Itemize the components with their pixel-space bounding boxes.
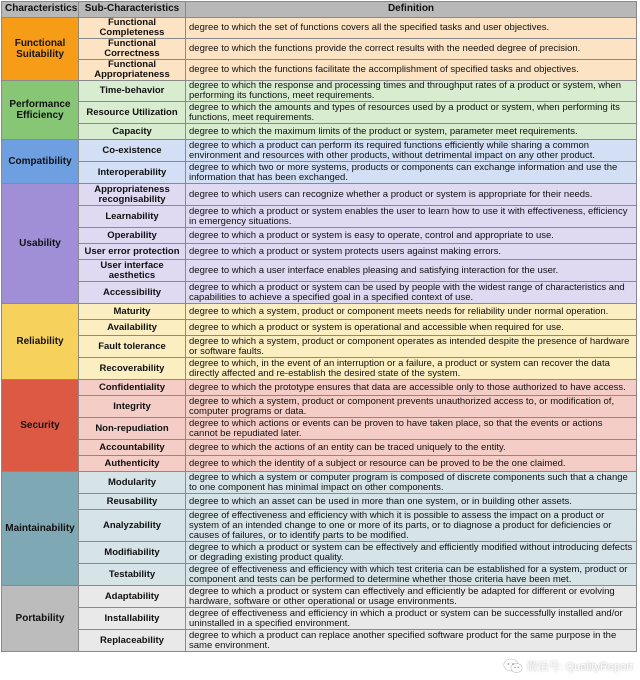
table-row — [2, 586, 637, 608]
table-row — [2, 542, 637, 564]
definition-cell: degree to which a system, product or component meets needs for reliability under normal operation. — [186, 304, 637, 320]
table-row — [2, 304, 637, 320]
characteristic-cell: Security — [2, 380, 79, 472]
table-row — [2, 510, 637, 542]
table-row — [2, 260, 637, 282]
sub-characteristic-cell: Accessibility — [79, 282, 186, 304]
sub-characteristic-cell: Fault tolerance — [79, 336, 186, 358]
table-row — [2, 336, 637, 358]
sub-characteristic-cell: Recoverability — [79, 358, 186, 380]
table-row — [2, 81, 637, 102]
definition-cell: degree to which a product or system can effectively and efficiently be adapted for different or evolving hardware, software or other operational or usage environments. — [186, 586, 637, 608]
definition-cell: degree to which a system, product or component prevents unauthorized access to, or modification of, computer programs or data. — [186, 396, 637, 418]
definition-cell: degree of effectiveness and efficiency with which it is possible to assess the impact on a product or system of an intended change to one or more of its parts, or to diagnose a product for deficiencies or causes of failures, or to identify parts to be modified. — [186, 510, 637, 542]
definition-cell: degree to which a product or system is operational and accessible when required for use. — [186, 320, 637, 336]
table-row — [2, 440, 637, 456]
definition-cell: degree to which the functions facilitate the accomplishment of specified tasks and objectives. — [186, 60, 637, 81]
table-row — [2, 244, 637, 260]
sub-characteristic-cell: Functional Correctness — [79, 39, 186, 60]
characteristic-cell: Maintainability — [2, 472, 79, 586]
header-definition: Definition — [186, 2, 637, 18]
sub-characteristic-cell: Installability — [79, 608, 186, 630]
definition-cell: degree to which a system or computer program is composed of discrete components such that a change to one component has minimal impact on other components. — [186, 472, 637, 494]
definition-cell: degree to which a product or system is easy to operate, control and appropriate to use. — [186, 228, 637, 244]
table-row — [2, 124, 637, 140]
characteristic-cell: Usability — [2, 184, 79, 304]
definition-cell: degree to which the response and processing times and throughput rates of a product or system, when performing its functions, meet requirements. — [186, 81, 637, 102]
table-row — [2, 18, 637, 39]
definition-cell: degree to which users can recognize whether a product or system is appropriate for their needs. — [186, 184, 637, 206]
sub-characteristic-cell: Adaptability — [79, 586, 186, 608]
sub-characteristic-cell: Time-behavior — [79, 81, 186, 102]
sub-characteristic-cell: Replaceability — [79, 630, 186, 652]
table-row — [2, 396, 637, 418]
table-row — [2, 608, 637, 630]
sub-characteristic-cell: Interoperability — [79, 162, 186, 184]
iso25010-quality-table-container — [1, 1, 639, 678]
sub-characteristic-cell: Confidentiality — [79, 380, 186, 396]
definition-cell: degree to which the set of functions covers all the specified tasks and user objectives. — [186, 18, 637, 39]
table-row — [2, 162, 637, 184]
definition-cell: degree to which a system, product or component operates as intended despite the presence of hardware or software faults. — [186, 336, 637, 358]
definition-cell: degree to which a product or system protects users against making errors. — [186, 244, 637, 260]
table-row — [2, 102, 637, 124]
sub-characteristic-cell: Operability — [79, 228, 186, 244]
definition-cell: degree to which the amounts and types of resources used by a product or system, when performing its functions, meet requirements. — [186, 102, 637, 124]
definition-cell: degree to which the actions of an entity can be traced uniquely to the entity. — [186, 440, 637, 456]
sub-characteristic-cell: Non-repudiation — [79, 418, 186, 440]
table-header-row — [2, 2, 637, 18]
header-characteristics: Characteristics — [2, 2, 79, 18]
table-row — [2, 494, 637, 510]
characteristic-cell: Functional Suitability — [2, 18, 79, 81]
wechat-icon — [503, 658, 523, 674]
characteristic-cell: Compatibility — [2, 140, 79, 184]
table-row — [2, 39, 637, 60]
definition-cell: degree to which a product can perform its required functions efficiently while sharing a common environment and resources with other products, without detrimental impact on any other product. — [186, 140, 637, 162]
sub-characteristic-cell: Maturity — [79, 304, 186, 320]
definition-cell: degree to which the prototype ensures that data are accessible only to those authorized to have access. — [186, 380, 637, 396]
sub-characteristic-cell: Learnability — [79, 206, 186, 228]
definition-cell: degree to which actions or events can be proven to have taken place, so that the events or actions cannot be repudiated later. — [186, 418, 637, 440]
table-row — [2, 380, 637, 396]
table-row — [2, 228, 637, 244]
table-row — [2, 358, 637, 380]
sub-characteristic-cell: Capacity — [79, 124, 186, 140]
table-row — [2, 282, 637, 304]
characteristic-cell: Reliability — [2, 304, 79, 380]
table-row — [2, 456, 637, 472]
sub-characteristic-cell: Reusability — [79, 494, 186, 510]
definition-cell: degree to which a user interface enables pleasing and satisfying interaction for the user. — [186, 260, 637, 282]
definition-cell: degree to which the maximum limits of the product or system, parameter meet requirements. — [186, 124, 637, 140]
sub-characteristic-cell: Co-existence — [79, 140, 186, 162]
sub-characteristic-cell: Functional Completeness — [79, 18, 186, 39]
definition-cell: degree of effectiveness and efficiency with which test criteria can be established for a system, product or component and tests can be performed to determine whether those criteria have been met. — [186, 564, 637, 586]
table-row — [2, 630, 637, 652]
table-row — [2, 418, 637, 440]
sub-characteristic-cell: Accountability — [79, 440, 186, 456]
sub-characteristic-cell: User interface aesthetics — [79, 260, 186, 282]
sub-characteristic-cell: Appropriateness recognisability — [79, 184, 186, 206]
definition-cell: degree to which two or more systems, products or components can exchange information and use the information that has been exchanged. — [186, 162, 637, 184]
sub-characteristic-cell: Integrity — [79, 396, 186, 418]
sub-characteristic-cell: Availability — [79, 320, 186, 336]
definition-cell: degree to which the identity of a subject or resource can be proved to be the one claimed. — [186, 456, 637, 472]
table-body — [2, 18, 637, 652]
definition-cell: degree to which a product can replace another specified software product for the same purpose in the same environment. — [186, 630, 637, 652]
table-row — [2, 206, 637, 228]
definition-cell: degree to which a product or system enables the user to learn how to use it with effectiveness, efficiency in emergency situations. — [186, 206, 637, 228]
definition-cell: degree to which an asset can be used in more than one system, or in building other assets. — [186, 494, 637, 510]
table-row — [2, 320, 637, 336]
definition-cell: degree to which the functions provide the correct results with the needed degree of precision. — [186, 39, 637, 60]
sub-characteristic-cell: User error protection — [79, 244, 186, 260]
sub-characteristic-cell: Modularity — [79, 472, 186, 494]
characteristic-cell: Portability — [2, 586, 79, 652]
table-row — [2, 140, 637, 162]
header-sub-characteristics: Sub-Characteristics — [79, 2, 186, 18]
sub-characteristic-cell: Resource Utilization — [79, 102, 186, 124]
table-row — [2, 564, 637, 586]
sub-characteristic-cell: Functional Appropriateness — [79, 60, 186, 81]
definition-cell: degree to which, in the event of an interruption or a failure, a product or system can recover the data directly affected and re-establish the desired state of the system. — [186, 358, 637, 380]
watermark — [503, 658, 633, 674]
sub-characteristic-cell: Testability — [79, 564, 186, 586]
definition-cell: degree of effectiveness and efficiency in which a product or system can be successfully installed and/or uninstalled in a specified environment. — [186, 608, 637, 630]
watermark-text: 微信号: QualityReport — [526, 661, 633, 673]
quality-characteristics-table — [1, 1, 637, 652]
sub-characteristic-cell: Analyzability — [79, 510, 186, 542]
characteristic-cell: Performance Efficiency — [2, 81, 79, 140]
table-row — [2, 60, 637, 81]
definition-cell: degree to which a product or system can be used by people with the widest range of characteristics and capabilities to achieve a specified goal in a specified context of use. — [186, 282, 637, 304]
sub-characteristic-cell: Modifiability — [79, 542, 186, 564]
table-row — [2, 184, 637, 206]
definition-cell: degree to which a product or system can be effectively and efficiently modified without introducing defects or degrading existing product quality. — [186, 542, 637, 564]
sub-characteristic-cell: Authenticity — [79, 456, 186, 472]
table-row — [2, 472, 637, 494]
